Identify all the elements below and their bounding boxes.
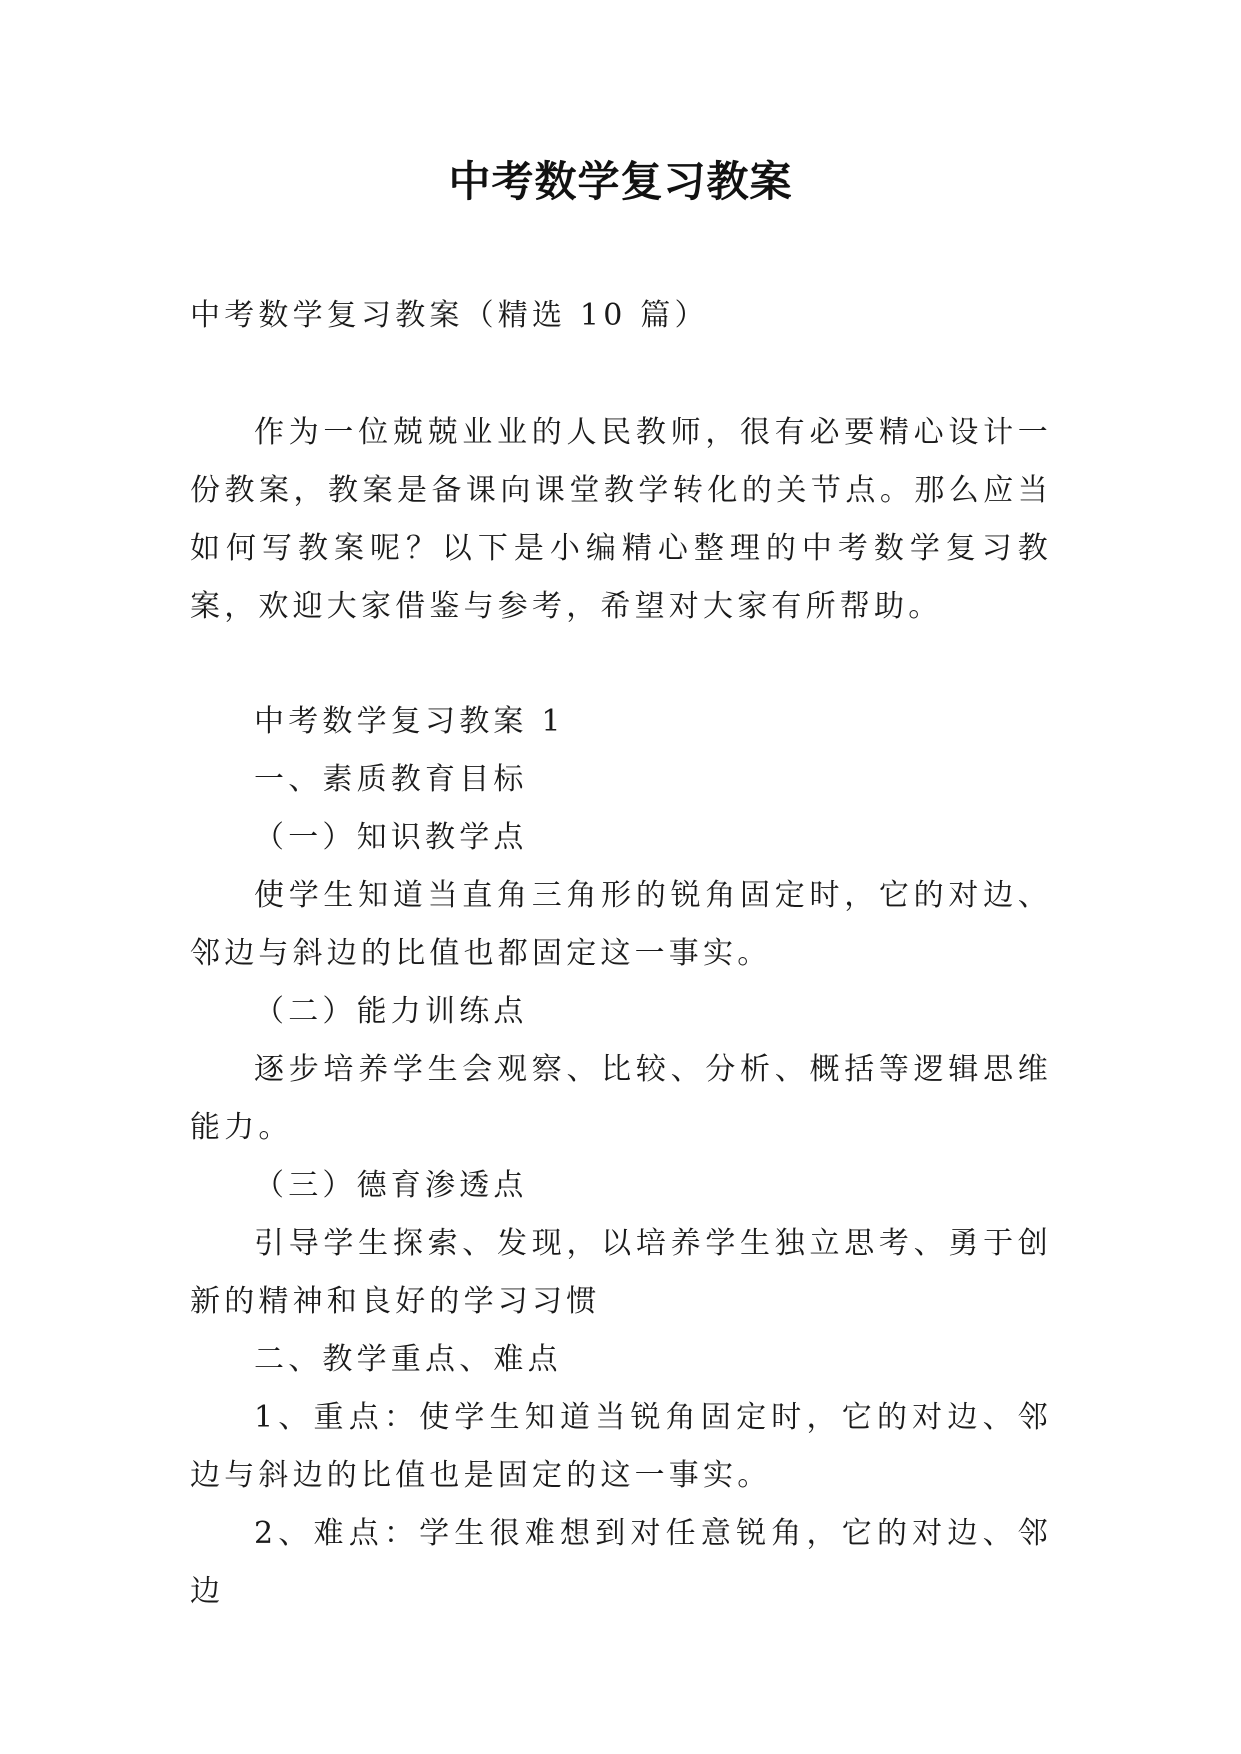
section-heading-goals: 一、素质教育目标: [254, 762, 528, 797]
intro-paragraph: 作为一位兢兢业业的人民教师，很有必要精心设计一份教案，教案是备课向课堂教学转化的关节点。那么应当如何写教案呢？以下是小编精心整理的中考数学复习教案，欢迎大家借鉴与参考，希望对大家有所帮助。: [190, 415, 1052, 624]
document-body: [190, 693, 1052, 1621]
section-heading-key-points: 二、教学重点、难点: [254, 1342, 562, 1377]
paragraph-difficulty: 2、难点：学生很难想到对任意锐角，它的对边、邻边: [190, 1516, 1052, 1609]
subheading-ability: （二）能力训练点: [254, 994, 528, 1029]
document-title: 中考数学复习教案: [448, 157, 793, 206]
paragraph-moral: 引导学生探索、发现，以培养学生独立思考、勇于创新的精神和良好的学习习惯: [190, 1226, 1052, 1319]
paragraph-knowledge: 使学生知道当直角三角形的锐角固定时，它的对边、邻边与斜边的比值也都固定这一事实。: [190, 878, 1052, 971]
subheading-knowledge: （一）知识教学点: [254, 820, 528, 855]
subheading-moral: （三）德育渗透点: [254, 1168, 528, 1203]
paragraph-ability: 逐步培养学生会观察、比较、分析、概括等逻辑思维能力。: [190, 1052, 1052, 1145]
paragraph-key-point: 1、重点：使学生知道当锐角固定时，它的对边、邻边与斜边的比值也是固定的这一事实。: [190, 1400, 1052, 1493]
section-heading-lesson-1: 中考数学复习教案 1: [254, 704, 565, 739]
document-subtitle: 中考数学复习教案（精选 10 篇）: [190, 298, 709, 333]
